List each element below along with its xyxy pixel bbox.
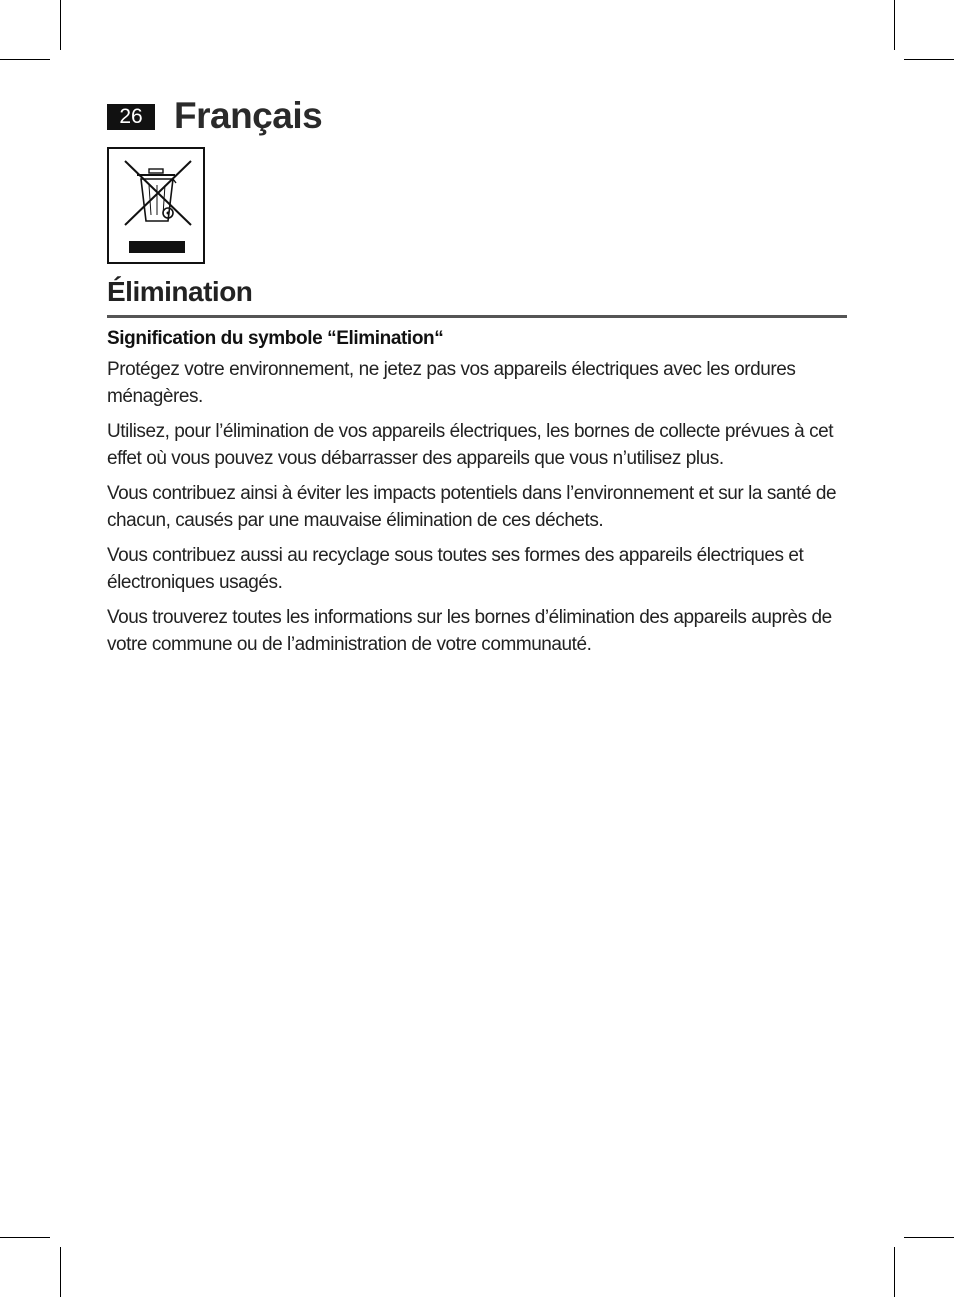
crop-mark-bottom-right-horizontal xyxy=(904,1237,954,1238)
paragraph-2: Utilisez, pour l’élimination de vos appareils électriques, les bornes de collecte prévues à cet effet où vous pouvez vous débarrasser des appareils que vous n’utilisez plus. xyxy=(107,421,834,469)
crop-mark-top-left-vertical xyxy=(60,0,61,50)
crop-mark-top-right-vertical xyxy=(894,0,895,50)
crop-mark-bottom-right-vertical xyxy=(894,1247,895,1297)
section-divider xyxy=(107,315,847,318)
section-heading: Élimination xyxy=(107,276,253,307)
crop-mark-top-left-horizontal xyxy=(0,59,50,60)
paragraph-5: Vous trouverez toutes les informations sur les bornes d’élimination des appareils auprès de votre commune ou de l’administration de votre communauté. xyxy=(107,607,832,655)
crop-mark-bottom-left-horizontal xyxy=(0,1237,50,1238)
crossed-out-wheelie-bin-icon xyxy=(107,147,205,264)
crop-mark-top-right-horizontal xyxy=(904,59,954,60)
section-content xyxy=(107,328,849,666)
crop-mark-bottom-left-vertical xyxy=(60,1247,61,1297)
paragraph-3: Vous contribuez ainsi à éviter les impacts potentiels dans l’environnement et sur la santé de chacun, causés par une mauvaise élimination de ces déchets. xyxy=(107,483,837,531)
paragraph-4: Vous contribuez aussi au recyclage sous toutes ses formes des appareils électriques et électroniques usagés. xyxy=(107,545,804,593)
paragraph-1: Protégez votre environnement, ne jetez pas vos appareils électriques avec les ordures ménagères. xyxy=(107,359,796,407)
language-title: Français xyxy=(174,95,323,136)
page-number: 26 xyxy=(107,104,155,130)
subheading: Signification du symbole “Elimination“ xyxy=(107,328,444,349)
